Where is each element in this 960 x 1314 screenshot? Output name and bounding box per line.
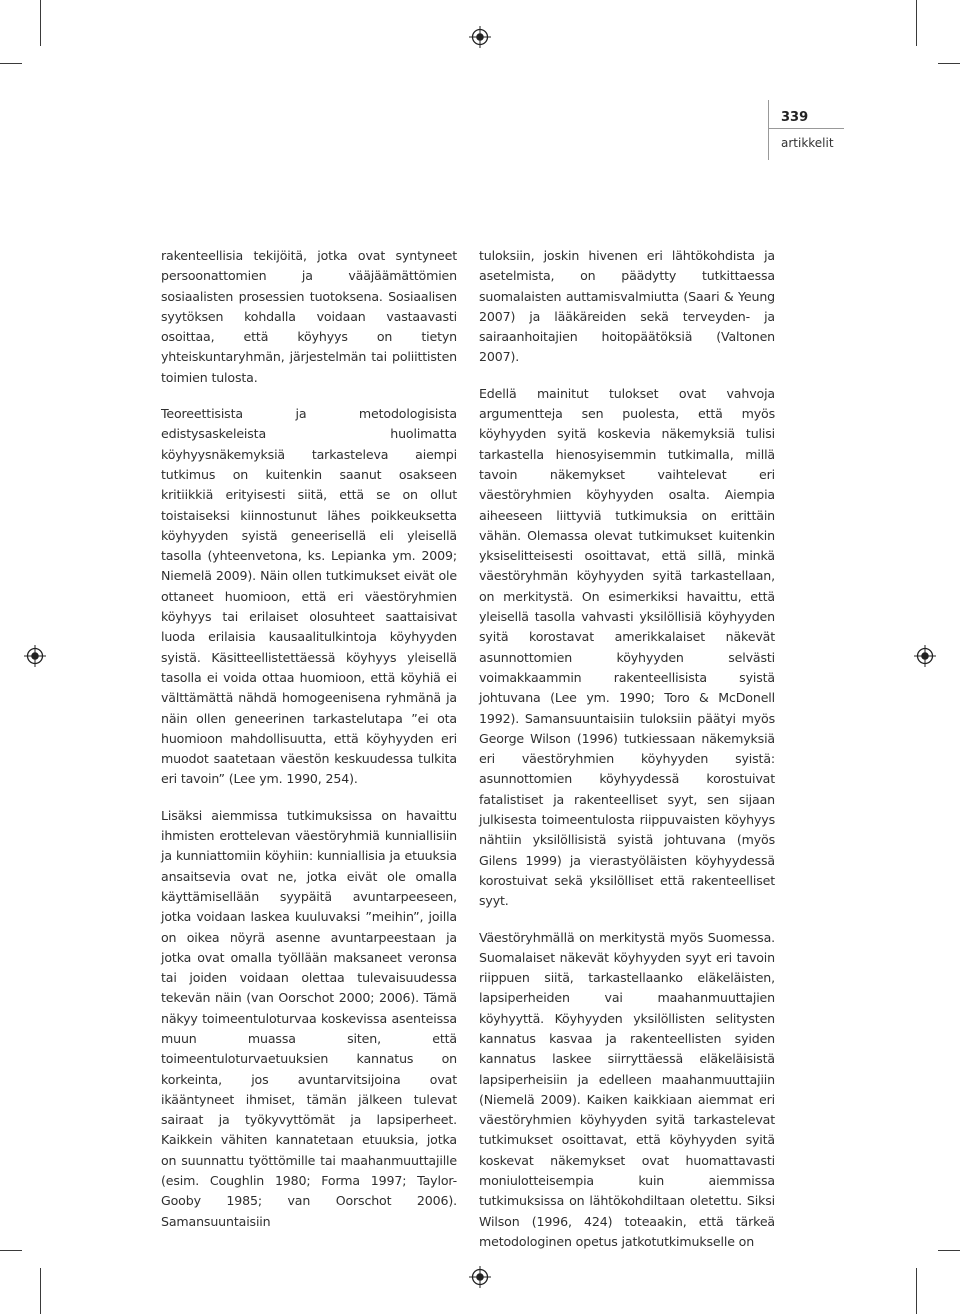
registration-mark-icon bbox=[24, 645, 46, 667]
paragraph: Edellä mainitut tulokset ovat vahvoja argumentteja sen puolesta, että myös köyhyyden syitä koskevia näkemyksiä tulisi tarkastella hienosyisemmin tutkimalla, millä tavoin näkemykset vaihtelevat eri väestöryhmien köyhyyden osalta. Aiempia aiheeseen liittyviä tutkimuksia on erittäin vähän. Olemassa olevat tutkimukset kuitenkin yksiselitteisesti osoittavat, että sillä, minkä väestöryhmän köyhyyden syitä tarkastellaan, on merkitystä. On esimerkiksi havaittu, että yleisellä tasolla vahvasti yksilöllisiä köyhyyden syitä korostavat amerikkalaiset näkevät asunnottomien köyhyyden selvästi voimakkaammin rakenteellisista syistä johtuvana (Lee ym. 1990; Toro & McDonell 1992). Samansuuntaisiin tuloksiin päätyi myös George Wilson (1996) tutkiessaan näkemyksiä eri väestöryhmien köyhyyden syistä: asunnottomien köyhyydessä korostuivat fatalistiset ja rakenteelliset syyt, sen sijaan julkisesta toimeentulosta riippuvaisten köyhyys nähtiin yksilöllisistä syistä johtuvana (myös Gilens 1999) ja vierastyöläisten köyhyydessä korostuivat sekä yksilölliset että rakenteelliset syyt. bbox=[479, 385, 775, 909]
paragraph: tuloksiin, joskin hivenen eri lähtökohdista ja asetelmista, on päädytty tutkittaessa suomalaisten auttamisvalmiutta (Saari & Yeung 2007) ja lääkäreiden sekä terveyden- ja sairaanhoitajien hoitopäätöksiä (Valtonen 2007). bbox=[479, 248, 775, 365]
registration-mark-icon bbox=[469, 1266, 491, 1288]
crop-mark bbox=[40, 0, 41, 46]
right-column bbox=[479, 246, 775, 1268]
paragraph: Teoreettisista ja metodologisista edistysaskeleista huolimatta köyhyysnäkemyksiä tarkasteleva aiempi tutkimus on kuitenkin saanut osakseen kritiikkiä erityisesti siitä, että se on ollut toistaiseksi kiinnostunut lähes poikkeuksetta köyhyyden syistä geneerisellä eli yleisellä tasolla (yhteenvetona, ks. Lepianka ym. 2009; Niemelä 2009). Näin ollen tutkimukset eivät ole ottaneet huomioon, että eri väestöryhmien köyhyys tai erilaiset olosuhteet saattaisivat luoda erilaisia kausaalitulkintoja köyhyyden syistä. Käsitteellistettäessä köyhyys yleisellä tasolla ei voida ottaa huomioon, että köyhiä ei välttämättä nähdä homogeenisena ryhmänä ja näin ollen geneerinen tarkastelutapa ”ei ota huomioon mahdollisuutta, että köyhyyden eri muodot saatetaan väestön keskuudessa tulkita eri tavoin” (Lee ym. 1990, 254). bbox=[161, 406, 457, 787]
registration-mark-icon bbox=[469, 26, 491, 48]
header-vertical-rule bbox=[768, 100, 769, 160]
crop-mark bbox=[916, 1268, 917, 1314]
crop-mark bbox=[0, 63, 22, 64]
section-label: artikkelit bbox=[781, 136, 834, 150]
crop-mark bbox=[916, 0, 917, 46]
page-number: 339 bbox=[781, 110, 809, 125]
header-horizontal-rule bbox=[768, 128, 844, 129]
paragraph: Lisäksi aiemmissa tutkimuksissa on havaittu ihmisten erottelevan väestöryhmiä kunniallisiin ja kunniattomiin köyhiin: kunniallisia ja etuuksia ansaitsevia ovat ne, jotka eivät ole omalla käyttämisellään syypäitä avuntarpeeseen, jotka voidaan laskea kuuluvaksi ”meihin”, joilla on oikea nöyrä asenne avuntarpeestaan ja jotka ovat omalla työllään maksaneet veronsa tai joiden voidaan olettaa tulevaisuudessa tekevän näin (van Oorschot 2000; 2006). Tämä näkyy toimeentuloturvaa koskevissa asenteissa muun muassa siten, että toimeentuloturvaetuuksien kannatus on korkeinta, jos avuntarvitsijoina ovat ikääntyneet ihmiset, tämän jälkeen tulevat sairaat ja työkyvyttömät ja lapsiperheet. Kaikkein vähiten kannatetaan etuuksia, jotka on suunnattu työttömille tai maahanmuuttajille (esim. Coughlin 1980; Forma 1997; Taylor-Gooby 1985; van Oorschot 2006). Samansuuntaisiin bbox=[161, 807, 457, 1229]
crop-mark bbox=[938, 1250, 960, 1251]
crop-mark bbox=[40, 1268, 41, 1314]
paragraph: rakenteellisia tekijöitä, jotka ovat syntyneet persoonattomien ja vääjäämättömien sosiaalisten prosessien tuotoksena. Sosiaalisen syytöksen kohdalla voidaan vastaavasti osoittaa, että köyhyys on tietyn yhteiskuntaryhmän, järjestelmän tai poliittisten toimien tulosta. bbox=[161, 248, 457, 385]
left-column bbox=[161, 246, 457, 1248]
crop-mark bbox=[0, 1250, 22, 1251]
crop-mark bbox=[938, 63, 960, 64]
registration-mark-icon bbox=[914, 645, 936, 667]
paragraph: Väestöryhmällä on merkitystä myös Suomessa. Suomalaiset näkevät köyhyyden syyt eri tavoin riippuen siitä, tarkastellaanko eläkeläisten, lapsiperheiden vai maahanmuuttajien köyhyyttä. Köyhyyden yksilöllisten selitysten kannatus kasvaa ja rakenteellisten syiden kannatus laskee siirryttäessä eläkeläisistä lapsiperheisiin ja edelleen maahanmuuttajiin (Niemelä 2009). Kaiken kaikkiaan aiemmat eri väestöryhmien köyhyyden syitä tarkastelevat tutkimukset osoittavat, että köyhyyden syitä koskevat näkemykset ovat huomattavasti moniulotteisempia kuin aiemmissa tutkimuksissa on lähtökohdiltaan oletettu. Siksi Wilson (1996, 424) toteaakin, että tärkeä metodologinen opetus jatkotutkimukselle on bbox=[479, 929, 775, 1249]
